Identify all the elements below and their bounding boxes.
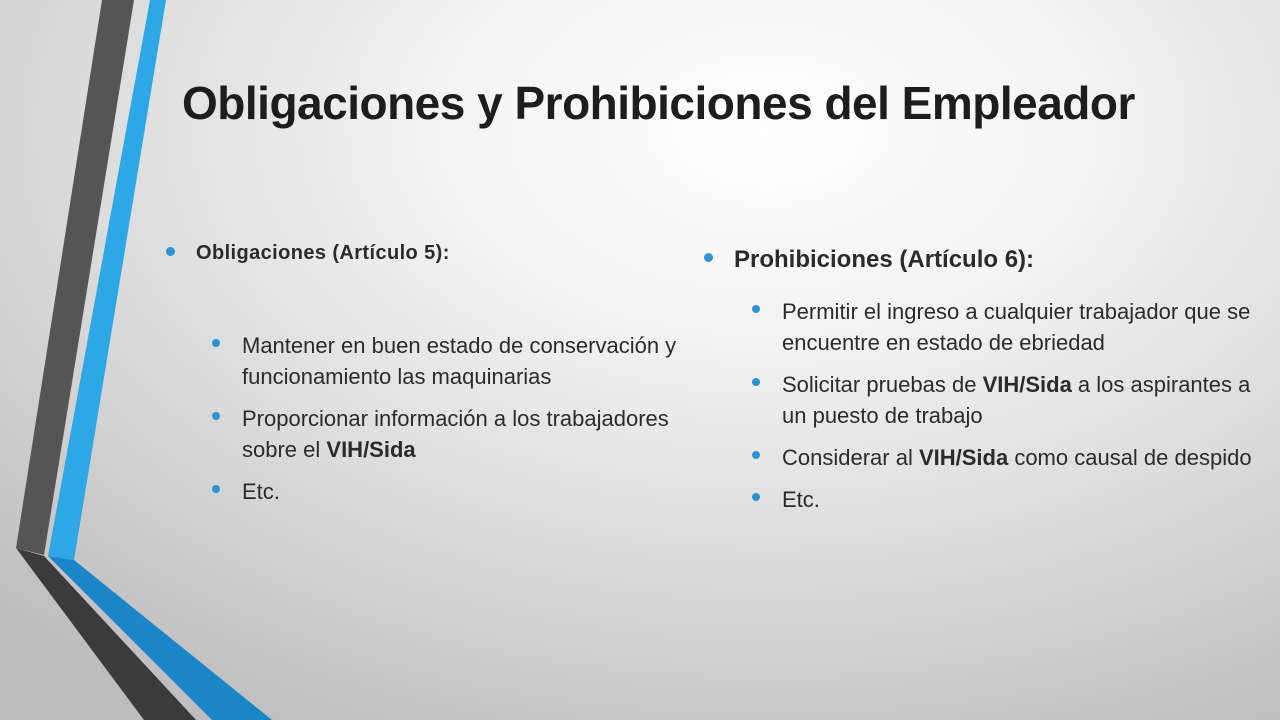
stripe-dark-lower	[16, 548, 196, 720]
prohibiciones-heading	[704, 244, 1264, 276]
bullet-icon	[752, 451, 760, 459]
bullet-icon	[212, 412, 220, 420]
stripe-blue-upper	[48, 0, 166, 560]
bullet-icon	[704, 253, 713, 262]
bullet-icon	[166, 247, 175, 256]
vih-sida-emphasis: VIH/Sida	[982, 372, 1072, 397]
bullet-icon	[752, 493, 760, 501]
bullet-icon	[212, 485, 220, 493]
list-item-text: Etc.	[242, 479, 280, 504]
list-item	[752, 296, 1264, 358]
prohibiciones-heading-text: Prohibiciones (Artículo 6):	[734, 246, 1035, 273]
vih-sida-emphasis: VIH/Sida	[326, 437, 416, 462]
list-item	[212, 403, 686, 465]
list-item-text: Etc.	[782, 487, 820, 512]
obligaciones-heading-text: Obligaciones (Artículo 5):	[196, 242, 450, 264]
prohibiciones-column	[704, 244, 1264, 515]
list-item-text: Proporcionar información a los trabajadores sobre el VIH/Sida	[242, 406, 669, 462]
stripe-blue-lower	[48, 556, 272, 720]
bullet-icon	[212, 339, 220, 347]
obligaciones-column	[166, 240, 686, 507]
list-item	[212, 476, 686, 507]
vih-sida-emphasis: VIH/Sida	[918, 445, 1009, 470]
list-item-text: Mantener en buen estado de conservación y funcionamiento las maquinarias	[242, 333, 677, 389]
slide-title: Obligaciones y Prohibiciones del Empleador	[182, 77, 1135, 129]
list-item	[752, 369, 1264, 431]
list-item	[752, 484, 1264, 515]
list-item	[212, 330, 686, 392]
list-item-text: Solicitar pruebas de VIH/Sida a los aspirantes a un puesto de trabajo	[782, 372, 1251, 428]
list-item-text: Permitir el ingreso a cualquier trabajador que se encuentre en estado de ebriedad	[782, 299, 1251, 355]
stripe-grey-upper	[16, 0, 134, 555]
bullet-icon	[752, 305, 760, 313]
bullet-icon	[752, 378, 760, 386]
obligaciones-heading	[166, 240, 686, 266]
list-item-text: Considerar al VIH/Sida como causal de despido	[782, 445, 1252, 470]
list-item	[752, 442, 1264, 473]
